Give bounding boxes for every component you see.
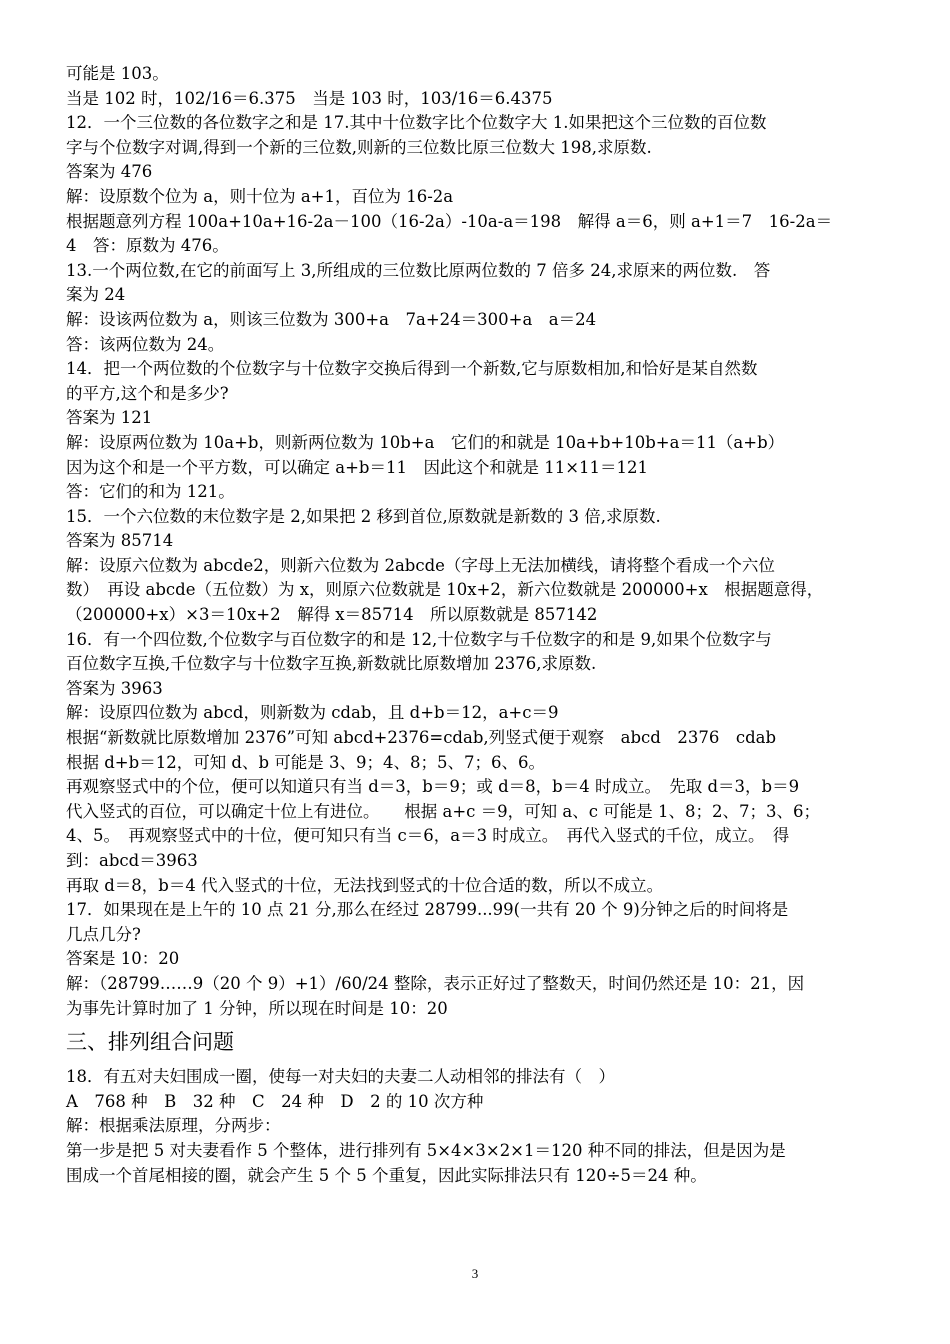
text-line: 第一步是把 5 对夫妻看作 5 个整体，进行排列有 5×4×3×2×1＝120 种不同的排法，但是因为是	[66, 1140, 786, 1160]
text-line: 当是 102 时，102/16＝6.375 当是 103 时，103/16＝6.4375	[66, 88, 553, 108]
section-heading: 三、排列组合问题	[66, 1030, 234, 1055]
page-number: 3	[471, 1266, 479, 1281]
text-line: 16．有一个四位数,个位数字与百位数字的和是 12,十位数字与千位数字的和是 9,如果个位数字与	[66, 629, 772, 649]
text-line: 4、5。 再观察竖式中的十位，便可知只有当 c＝6，a＝3 时成立。 再代入竖式的千位，成立。 得	[66, 826, 790, 846]
text-line: 根据题意列方程 100a+10a+16-2a－100（16-2a）-10a-a＝198 解得 a＝6，则 a+1＝7 16-2a＝	[66, 211, 833, 231]
text-line: 12．一个三位数的各位数字之和是 17.其中十位数字比个位数字大 1.如果把这个三位数的百位数	[66, 113, 767, 133]
text-line: 答：它们的和为 121。	[66, 482, 235, 502]
text-line: A 768 种 B 32 种 C 24 种 D 2 的 10 次方种	[66, 1091, 484, 1111]
text-line: 解：根据乘法原理，分两步：	[66, 1116, 281, 1136]
text-line: 解：设原数个位为 a，则十位为 a+1，百位为 16-2a	[66, 186, 454, 206]
text-line: 案为 24	[66, 285, 126, 305]
text-line: 4 答：原数为 476。	[66, 236, 229, 256]
text-line: 可能是 103。	[66, 64, 169, 83]
text-line: 围成一个首尾相接的圈，就会产生 5 个 5 个重复，因此实际排法只有 120÷5＝24 种。	[66, 1165, 707, 1185]
text-line: 再观察竖式中的个位，便可以知道只有当 d＝3，b＝9；或 d＝8，b＝4 时成立。 先取 d＝3，b＝9	[66, 777, 800, 797]
text-line: 为事先计算时加了 1 分钟，所以现在时间是 10：20	[66, 998, 448, 1018]
text-line: 答案为 3963	[66, 678, 163, 698]
text-line: 答案是 10：20	[66, 949, 180, 969]
text-line: 答案为 121	[66, 408, 153, 428]
text-line: 的平方,这个和是多少?	[66, 383, 229, 403]
text-line: 因为这个和是一个平方数，可以确定 a+b＝11 因此这个和就是 11×11＝121	[66, 457, 649, 477]
text-line: 答案为 85714	[66, 531, 174, 551]
text-line: 17．如果现在是上午的 10 点 21 分,那么在经过 28799...99(一共有 20 个 9)分钟之后的时间将是	[66, 900, 789, 920]
text-line: 解：设原两位数为 10a+b，则新两位数为 10b+a 它们的和就是 10a+b+10b+a＝11（a+b）	[66, 432, 785, 452]
text-line: 百位数字互换,千位数字与十位数字互换,新数就比原数增加 2376,求原数.	[66, 654, 597, 674]
text-line: 根据“新数就比原数增加 2376”可知 abcd+2376=cdab,列竖式便于观察 abcd 2376 cdab	[66, 728, 777, 748]
text-line: 18．有五对夫妇围成一圈，使每一对夫妇的夫妻二人动相邻的排法有（ ）	[66, 1067, 615, 1087]
text-line: 14．把一个两位数的个位数字与十位数字交换后得到一个新数,它与原数相加,和恰好是某自然数	[66, 359, 758, 379]
text-line: 13.一个两位数,在它的前面写上 3,所组成的三位数比原两位数的 7 倍多 24,求原来的两位数. 答	[66, 260, 771, 280]
text-line: 再取 d＝8，b＝4 代入竖式的十位，无法找到竖式的十位合适的数，所以不成立。	[66, 875, 664, 895]
text-block-after-heading	[66, 1065, 888, 1188]
text-line: 到：abcd＝3963	[66, 851, 198, 870]
text-line: 根据 d+b＝12，可知 d、b 可能是 3、9；4、8；5、7；6、6。	[66, 752, 546, 772]
text-line: 数） 再设 abcde（五位数）为 x，则原六位数就是 10x+2，新六位数就是 200000+x 根据题意得，	[66, 580, 824, 600]
text-line: 解：（28799……9（20 个 9）+1）/60/24 整除，表示正好过了整数天，时间仍然还是 10：21，因	[66, 973, 805, 993]
text-block-before-heading	[66, 62, 888, 1021]
text-line: 解：设原六位数为 abcde2，则新六位数为 2abcde（字母上无法加横线，请将整个看成一个六位	[66, 555, 775, 575]
text-line: 答案为 476	[66, 162, 153, 182]
text-line: 答：该两位数为 24。	[66, 334, 225, 354]
text-line: 解：设原四位数为 abcd，则新数为 cdab，且 d+b＝12，a+c＝9	[66, 703, 559, 723]
text-line: 15．一个六位数的末位数字是 2,如果把 2 移到首位,原数就是新数的 3 倍,求原数.	[66, 506, 661, 526]
text-line: 解：设该两位数为 a，则该三位数为 300+a 7a+24＝300+a a＝24	[66, 309, 597, 329]
text-line: 代入竖式的百位，可以确定十位上有进位。 根据 a+c ＝9，可知 a、c 可能是 1、8；2、7；3、6；	[66, 801, 820, 821]
text-line: （200000+x）×3＝10x+2 解得 x＝85714 所以原数就是 857142	[66, 605, 598, 625]
text-line: 字与个位数字对调,得到一个新的三位数,则新的三位数比原三位数大 198,求原数.	[66, 137, 652, 157]
text-line: 几点几分?	[66, 924, 141, 944]
document-page	[66, 62, 888, 1188]
